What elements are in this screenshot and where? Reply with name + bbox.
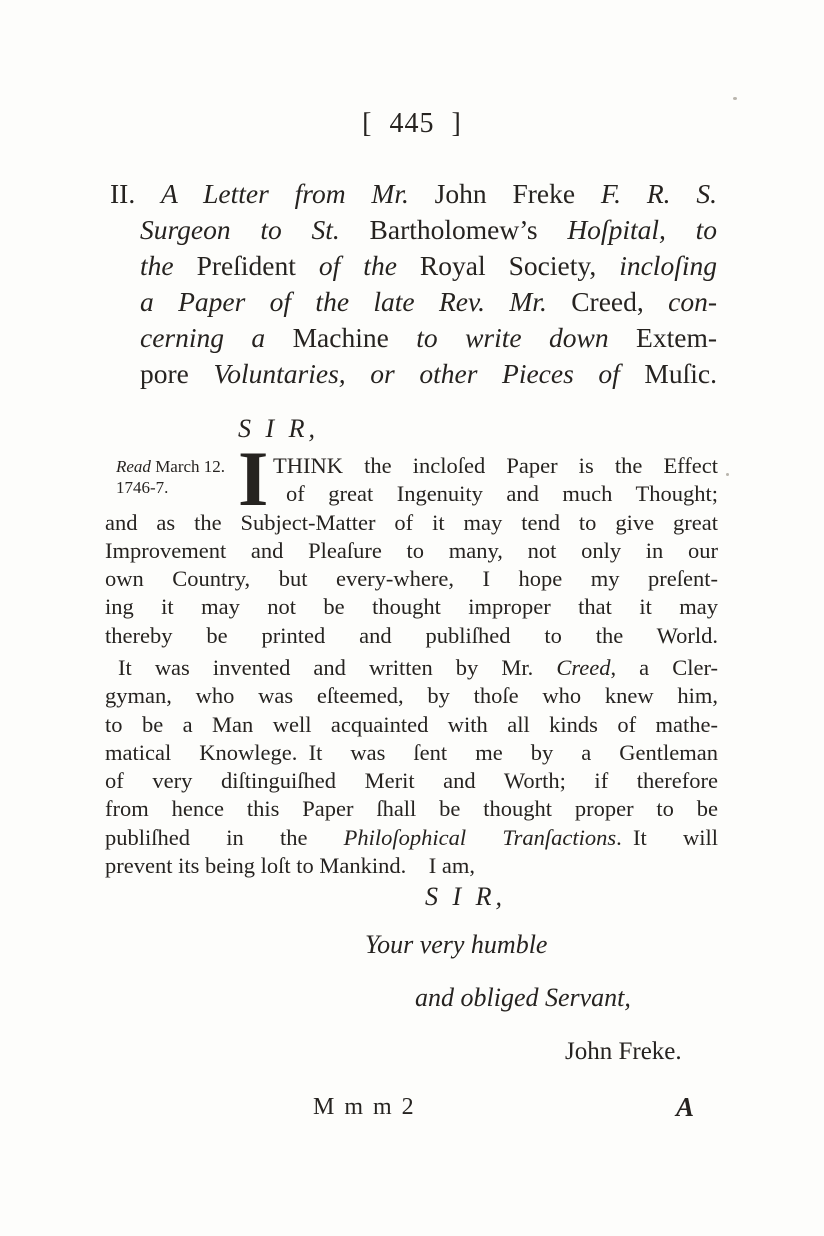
- text-run: own Country, but every-where, I hope my preſent-: [105, 566, 718, 592]
- text-run: THINK the incloſed Paper is the Effect: [273, 453, 718, 478]
- text-line: [105, 537, 718, 565]
- text-run: from hence this Paper ſhall be thought proper to be: [105, 796, 718, 822]
- closing-line: Your very humble: [365, 930, 548, 959]
- text-run: ing it may not be thought improper that it may: [105, 594, 718, 620]
- text-line: [105, 452, 718, 480]
- text-line: [110, 248, 717, 284]
- text-run: Muſic.: [644, 358, 717, 389]
- text-run: thereby be printed and publiſhed to the World.: [105, 622, 718, 648]
- text-run: con-: [668, 286, 717, 317]
- scan-speck: [733, 97, 737, 100]
- text-line: [110, 284, 717, 320]
- text-line: [105, 795, 718, 823]
- text-run: Hoſpital, to: [567, 214, 717, 245]
- closing-salutation: S I R,: [425, 882, 507, 911]
- page-number: [ 445 ]: [362, 108, 462, 139]
- text-run: to be a Man well acquainted with all kinds of mathe-: [105, 711, 718, 737]
- text-run: incloſing: [619, 250, 717, 281]
- text-run: gyman, who was eſteemed, by thoſe who knew him,: [105, 683, 718, 709]
- article-title: [110, 176, 717, 392]
- text-run: A Letter from Mr.: [161, 178, 435, 209]
- text-run: pore: [140, 358, 214, 389]
- text-line: [105, 767, 718, 795]
- text-line: [110, 320, 717, 356]
- text-line: [110, 212, 717, 248]
- text-run: cerning a: [140, 322, 293, 353]
- text-run: II.: [110, 178, 162, 209]
- text-run: matical Knowlege. It was ſent me by a Gentleman: [105, 739, 718, 765]
- text-run: Read: [116, 457, 156, 476]
- text-line: [110, 356, 717, 392]
- text-line: [105, 739, 718, 767]
- text-run: John Freke: [434, 178, 601, 209]
- text-run: Improvement and Pleaſure to many, not only in our: [105, 537, 718, 563]
- closing-line: and obliged Servant,: [415, 983, 631, 1012]
- text-line: [105, 565, 718, 593]
- text-run: of the: [318, 250, 420, 281]
- text-run: . It will: [616, 824, 719, 850]
- text-line: [105, 622, 718, 650]
- text-line: [105, 852, 718, 880]
- text-run: a Paper of the late Rev. Mr.: [140, 286, 572, 317]
- text-run: Preſident: [196, 250, 319, 281]
- text-line: [110, 176, 717, 212]
- text-run: Bartholomew’s: [369, 214, 568, 245]
- text-line: [105, 711, 718, 739]
- text-line: [105, 654, 718, 682]
- catchword: A: [676, 1092, 695, 1122]
- text-run: prevent its being loſt to Mankind. I am,: [105, 853, 475, 879]
- drop-cap-initial: I: [238, 435, 269, 522]
- text-run: and as the Subject-Matter of it may tend to give great: [105, 509, 718, 535]
- text-line: [105, 824, 718, 852]
- text-run: the: [140, 250, 197, 281]
- text-line: [105, 509, 718, 537]
- text-run: to write down: [416, 322, 637, 353]
- text-run: Surgeon to St.: [140, 214, 370, 245]
- text-run: of great Ingenuity and much Thought;: [286, 481, 718, 507]
- body-paragraph-1: [105, 452, 718, 650]
- text-run: of very diſtinguiſhed Merit and Worth; if therefore: [105, 768, 718, 794]
- text-run: Philoſophical Tranſactions: [343, 824, 617, 850]
- text-run: Machine: [292, 322, 417, 353]
- signature-mark: M m m 2: [313, 1094, 416, 1120]
- text-run: publiſhed in the: [105, 824, 344, 850]
- text-line: [105, 480, 718, 508]
- text-run: March 12.: [155, 457, 226, 476]
- text-run: F. R. S.: [600, 178, 717, 209]
- text-run: Creed,: [571, 286, 669, 317]
- text-run: , a Cler-: [610, 655, 718, 680]
- scan-speck: [726, 473, 729, 476]
- text-run: Creed: [556, 655, 611, 680]
- text-line: [105, 593, 718, 621]
- text-run: 1746-7.: [116, 478, 169, 497]
- text-run: Extem-: [636, 322, 717, 353]
- text-run: Royal Society,: [419, 250, 620, 281]
- text-line: [105, 682, 718, 710]
- text-run: It was invented and written by Mr.: [118, 655, 557, 680]
- body-paragraph-2: [105, 654, 718, 880]
- salutation: S I R,: [238, 414, 320, 443]
- text-run: Voluntaries, or other Pieces of: [213, 358, 645, 389]
- signature: John Freke.: [565, 1038, 682, 1065]
